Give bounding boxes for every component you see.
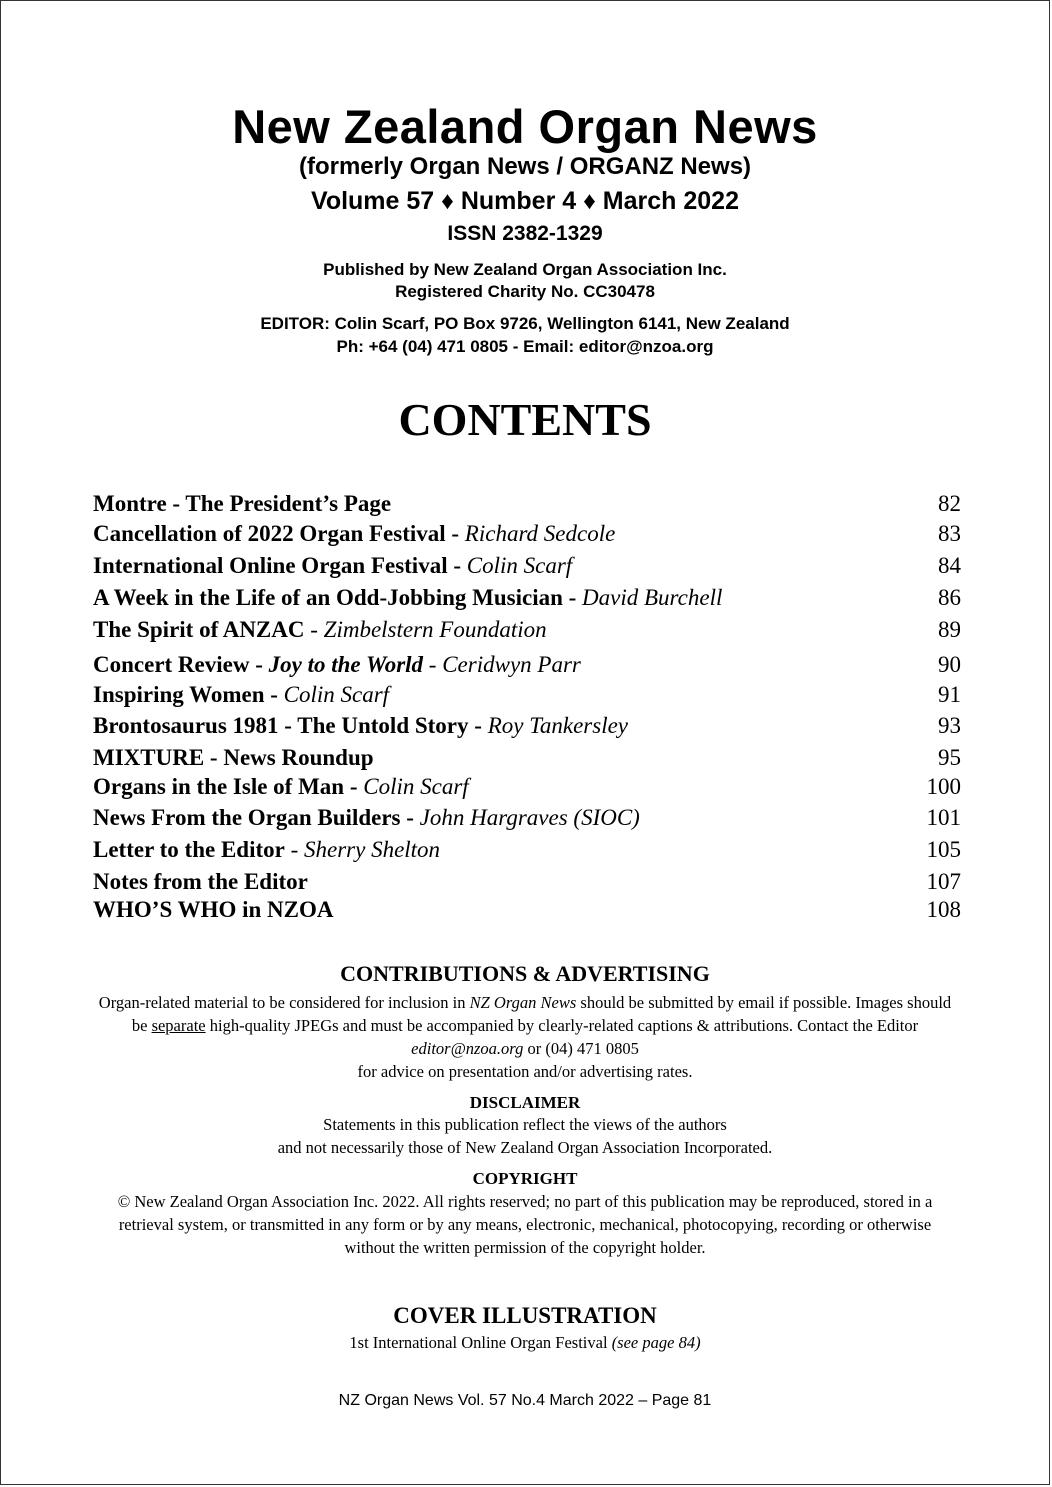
contents-item-author: Colin Scarf <box>363 774 469 799</box>
contents-item-page: 93 <box>938 713 961 738</box>
volume-line: Volume 57 ♦ Number 4 ♦ March 2022 <box>311 187 739 215</box>
issn: ISSN 2382-1329 <box>447 222 603 245</box>
publication-title: New Zealand Organ News <box>232 100 818 153</box>
contents-item-emphasis: Joy to the World <box>268 652 424 677</box>
contents-item-author: Colin Scarf <box>466 553 573 578</box>
contents-item-separator: - <box>284 837 304 862</box>
contents-item-title: MIXTURE - News Roundup <box>93 745 374 770</box>
disclaimer-text <box>1 1113 1049 1159</box>
contents-item-page: 101 <box>926 805 961 830</box>
contents-item <box>93 869 961 900</box>
contents-item-separator: - <box>304 617 324 642</box>
contents-item-title: WHO’S WHO in NZOA <box>93 897 334 922</box>
contents-item <box>93 617 961 648</box>
contributions-text-3: high-quality JPEGs and must be accompanied by clearly-related captions & attributions. Contact the Editor <box>205 1016 919 1035</box>
contents-item-title: Inspiring Women - <box>93 682 278 707</box>
contents-item <box>93 745 961 776</box>
contents-item-title: Brontosaurus 1981 - The Untold Story - <box>93 713 482 738</box>
cover-illustration-heading: COVER ILLUSTRATION <box>393 1303 657 1328</box>
contributions-heading: CONTRIBUTIONS & ADVERTISING <box>340 961 710 986</box>
contents-item-page: 95 <box>938 745 961 770</box>
disclaimer-line-2: and not necessarily those of New Zealand Organ Association Incorporated. <box>277 1138 773 1157</box>
contents-item <box>93 682 961 713</box>
contents-item-page: 107 <box>926 869 961 894</box>
publication-subtitle: (formerly Organ News / ORGANZ News) <box>298 153 752 180</box>
contents-item-title: The Spirit of ANZAC <box>93 617 305 642</box>
contributions-text-5: for advice on presentation and/or advertising rates. <box>357 1062 693 1081</box>
copyright-heading: COPYRIGHT <box>472 1169 578 1188</box>
contents-item-page: 90 <box>938 652 961 677</box>
contents-item <box>93 553 961 584</box>
contents-item-page: 84 <box>938 553 961 578</box>
contents-item-author: Colin Scarf <box>283 682 390 707</box>
editor-email: editor@nzoa.org <box>411 1039 524 1058</box>
contents-item-title: International Online Organ Festival - <box>93 553 461 578</box>
cover-illustration-text <box>1 1333 1049 1353</box>
contents-item <box>93 805 961 836</box>
contents-item-author: Richard Sedcole <box>464 521 616 546</box>
publisher-line: Published by New Zealand Organ Association Inc. <box>323 260 727 279</box>
contents-item-page: 83 <box>938 521 961 546</box>
contents-item-title: Organs in the Isle of Man - <box>93 774 358 799</box>
contents-item-page: 91 <box>938 682 961 707</box>
contributions-text-2: should be submitted by email if possible. Images should be <box>131 993 952 1035</box>
contents-item-page: 108 <box>926 897 961 922</box>
contents-item-page: 82 <box>938 491 961 516</box>
contents-item-title: Letter to the Editor <box>93 837 285 862</box>
contents-item-page: 100 <box>926 774 961 799</box>
contents-item-title: Concert Review - <box>93 652 269 677</box>
contents-item <box>93 897 961 928</box>
disclaimer-heading: DISCLAIMER <box>469 1093 581 1112</box>
contents-item-page: 89 <box>938 617 961 642</box>
emphasis-separate: separate <box>151 1016 206 1035</box>
contents-item-title: Montre - The President’s Page <box>93 491 392 516</box>
contributions-text <box>1 991 1049 1083</box>
contents-item-author: Ceridwyn Parr <box>442 652 581 677</box>
contents-item-page: 86 <box>938 585 961 610</box>
contents-item <box>93 713 961 744</box>
contents-item-title: Notes from the Editor <box>93 869 308 894</box>
contents-item-author: Roy Tankersley <box>487 713 629 738</box>
publication-name: NZ Organ News <box>469 993 577 1012</box>
contents-item <box>93 774 961 805</box>
disclaimer-line-1: Statements in this publication reflect the views of the authors <box>323 1115 727 1134</box>
contents-item <box>93 521 961 552</box>
contents-item <box>93 837 961 868</box>
contents-heading: CONTENTS <box>398 394 652 445</box>
page-footer: NZ Organ News Vol. 57 No.4 March 2022 – Page 81 <box>338 1392 712 1409</box>
contact-line: Ph: +64 (04) 471 0805 - Email: editor@nzoa.org <box>336 337 714 356</box>
editor-line: EDITOR: Colin Scarf, PO Box 9726, Wellington 6141, New Zealand <box>260 314 790 333</box>
contributions-text-1: Organ-related material to be considered for inclusion in <box>98 993 470 1012</box>
contributions-text-4: or (04) 471 0805 <box>523 1039 639 1058</box>
contents-item-author: David Burchell <box>582 585 723 610</box>
contents-item-title: A Week in the Life of an Odd-Jobbing Musician - <box>93 585 577 610</box>
contents-item-author: John Hargraves (SIOC) <box>419 805 640 830</box>
charity-line: Registered Charity No. CC30478 <box>395 282 655 301</box>
contents-item-separator: - <box>423 652 443 677</box>
copyright-text: © New Zealand Organ Association Inc. 2022. All rights reserved; no part of this publication may be reproduced, stored in a retrieval system, or transmitted in any form or by any means, electronic, mechanical, photocopying, recording or otherwise without the written permission of the copyright holder. <box>117 1192 933 1257</box>
cover-page-ref: (see page 84) <box>611 1333 701 1352</box>
contents-item-author: Zimbelstern Foundation <box>323 617 547 642</box>
contents-item <box>93 491 961 522</box>
contents-item-title: News From the Organ Builders - <box>93 805 414 830</box>
contents-item <box>93 585 961 616</box>
contents-item <box>93 652 961 683</box>
contents-item-title: Cancellation of 2022 Organ Festival - <box>93 521 460 546</box>
contents-item-author: Sherry Shelton <box>304 837 441 862</box>
contents-item-page: 105 <box>926 837 961 862</box>
cover-caption: 1st International Online Organ Festival <box>349 1333 612 1352</box>
